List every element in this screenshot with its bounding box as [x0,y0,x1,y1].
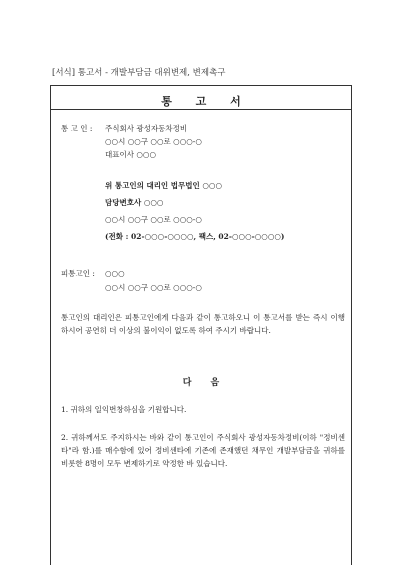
list-item: 1. 귀하의 일익번창하심을 기원합니다. [61,405,187,414]
section-heading: 다 음 [182,378,228,388]
agent-attorney: 담당변호사 ○○○ [105,198,164,207]
list-item: 2. 귀하께서도 주지하시는 바와 같이 통고인이 주식회사 광성자동차정비(이하 "정비센타"라 함.)를 매수함에 있어 정비센타에 기존에 존재했던 채무인 개발부담금을 귀하를 비롯한 8명이 모두 변제하기로 약정한 바 있습니다. [61,433,345,468]
form-caption: [서식] 통고서 - 개발부담금 대위변제, 변제촉구 [52,68,226,78]
notifier-label: 통 고 인 : [61,124,93,133]
recipient-name: ○○○ [105,269,125,278]
agent-address: ○○시 ○○구 ○○로 ○○○-○ [105,215,202,224]
recipient-address: ○○시 ○○구 ○○로 ○○○-○ [105,283,202,292]
notifier-company: 주식회사 광성자동차정비 [105,124,188,133]
title-divider [51,109,351,110]
notice-document [50,85,352,565]
notifier-ceo: 대표이사 ○○○ [105,150,156,159]
document-title: 통 고 서 [161,95,251,108]
notifier-address: ○○시 ○○구 ○○로 ○○○-○ [105,137,202,146]
recipient-label: 피통고인 : [61,269,95,278]
agent-contact: (전화 : 02-○○○-○○○○, 팩스, 02-○○○-○○○○) [105,232,285,241]
intro-paragraph: 통고인의 대리인은 피통고인에게 다음과 같이 통고하오니 이 통고서를 받는 즉시 이행하시어 공연히 더 이상의 불이익이 없도록 하여 주시기 바랍니다. [61,313,345,335]
agent-intro: 위 통고인의 대리인 법무법인 ○○○ [105,181,223,190]
